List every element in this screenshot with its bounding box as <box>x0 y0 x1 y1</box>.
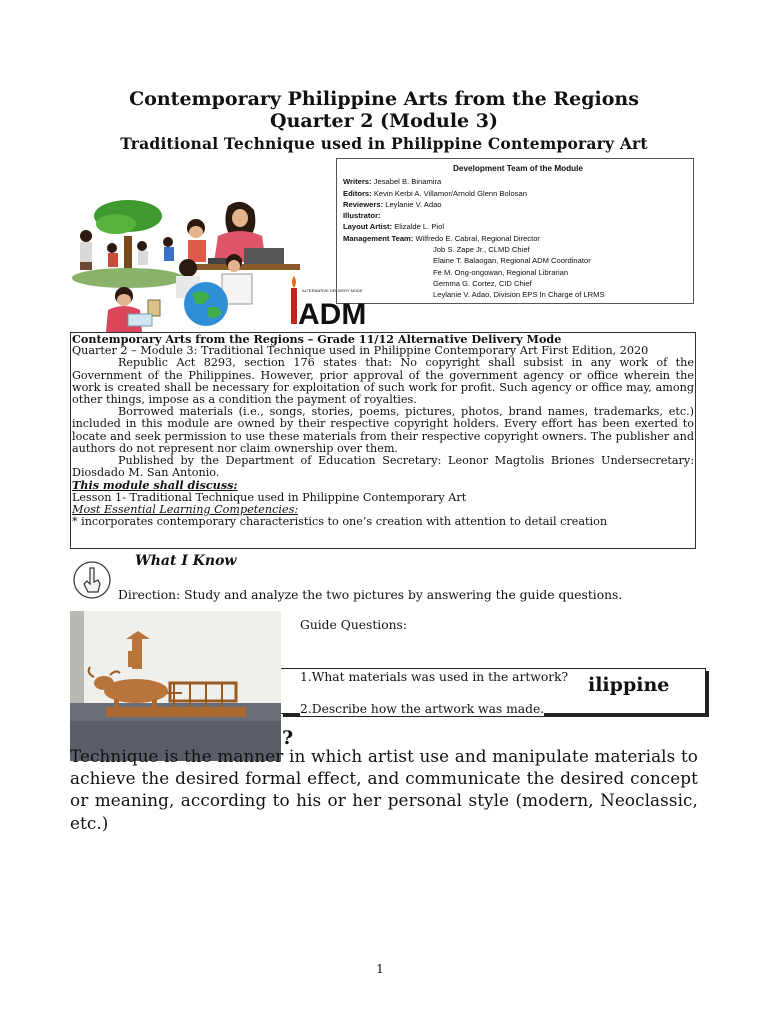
edition-text: Quarter 2 – Module 3: Traditional Technique used in Philippine Contemporary Art First Edition, 2020 <box>72 344 649 358</box>
module-title: Contemporary Philippine Arts from the Regions <box>129 88 639 110</box>
copyright-box <box>70 332 696 549</box>
page-number: 1 <box>376 962 384 976</box>
pointing-hand-icon <box>72 560 112 600</box>
layout-artist-row: Layout Artist: Elizalde L. Piol <box>343 222 445 232</box>
adm-logo <box>282 270 367 331</box>
editors-row: Editors: Kevin Kerbi A. Villamor/Arnold Glenn Bolosan <box>343 188 527 198</box>
svg-text:ADM: ADM <box>298 298 367 331</box>
lesson-heading-fragment: ilippine <box>588 674 670 696</box>
torch-icon <box>292 276 296 288</box>
lesson-title: Traditional Technique used in Philippine Contemporary Art <box>120 134 648 153</box>
management-member: Gemma G. Cortez, CID Chief <box>433 278 532 288</box>
what-i-know-heading: What I Know <box>135 553 237 569</box>
management-row: Management Team: Wilfredo E. Cabral, Regional Director <box>343 233 540 243</box>
melc-text: * incorporates contemporary characteristics to one’s creation with attention to detail creation <box>72 515 608 529</box>
discuss-label: This module shall discuss: <box>72 478 238 493</box>
svg-text:ALTERNATIVE DELIVERY MODE: ALTERNATIVE DELIVERY MODE <box>302 288 363 293</box>
guide-question-1: 1.What materials was used in the artwork? <box>300 670 569 684</box>
quarter-title: Quarter 2 (Module 3) <box>270 110 498 132</box>
direction-text: Direction: Study and analyze the two pictures by answering the guide questions. <box>118 588 623 602</box>
dev-team-title: Development Team of the Module <box>453 164 583 173</box>
guide-question-2: 2.Describe how the artwork was made. <box>300 702 545 716</box>
republic-act-text: Republic Act 8293, section 176 states that: No copyright shall subsist in any work of the Government of the Philippines. However, prior approval of the government agency or office wherein the work is created shall be necessary for exploitation of such work for profit. Such agency or office may, among other things, impose as a condition the payment of royalties. <box>72 356 694 407</box>
management-member: Leylanie V. Adao, Division EPS In Charge of LRMS <box>433 290 605 300</box>
question-heading-fragment: ? <box>282 727 294 749</box>
published-text: Published by the Department of Education Secretary: Leonor Magtolis Briones Undersecretary: Diosdado M. San Antonio. <box>72 454 694 480</box>
management-member: Fe M. Ong-ongowan, Regional Librarian <box>433 267 569 277</box>
illustrator-row: Illustrator: <box>343 211 381 221</box>
development-team-box <box>336 158 694 304</box>
copyright-heading: Contemporary Arts from the Regions – Grade 11/12 Alternative Delivery Mode <box>72 332 562 346</box>
technique-paragraph: Technique is the manner in which artist use and manipulate materials to achieve the desired formal effect, and communicate the desired concept or meaning, according to his or her personal style (modern, Neoclassic, etc.) <box>70 746 698 833</box>
borrowed-materials-text: Borrowed materials (i.e., songs, stories, poems, pictures, photos, brand names, trademarks, etc.) included in this module are owned by their respective copyright holders. Every effort has been exerted to locate and seek permission to use these materials from their respective copyright owners. The publisher and authors do not represent nor claim ownership over them. <box>72 405 694 455</box>
management-member: Job S. Zape Jr., CLMD Chief <box>433 245 530 255</box>
lesson-text: Lesson 1- Traditional Technique used in Philippine Contemporary Art <box>72 490 467 504</box>
reviewers-row: Reviewers: Leylanie V. Adao <box>343 199 442 209</box>
students-learning-illustration <box>68 196 300 332</box>
management-member: Elaine T. Balaogan, Regional ADM Coordinator <box>433 256 591 266</box>
writers-row: Writers: Jesabel B. Binamira <box>343 177 442 187</box>
carabao-sculpture-photo <box>70 611 281 761</box>
guide-questions-label: Guide Questions: <box>300 618 407 632</box>
melc-label: Most Essential Learning Competencies: <box>72 502 299 516</box>
